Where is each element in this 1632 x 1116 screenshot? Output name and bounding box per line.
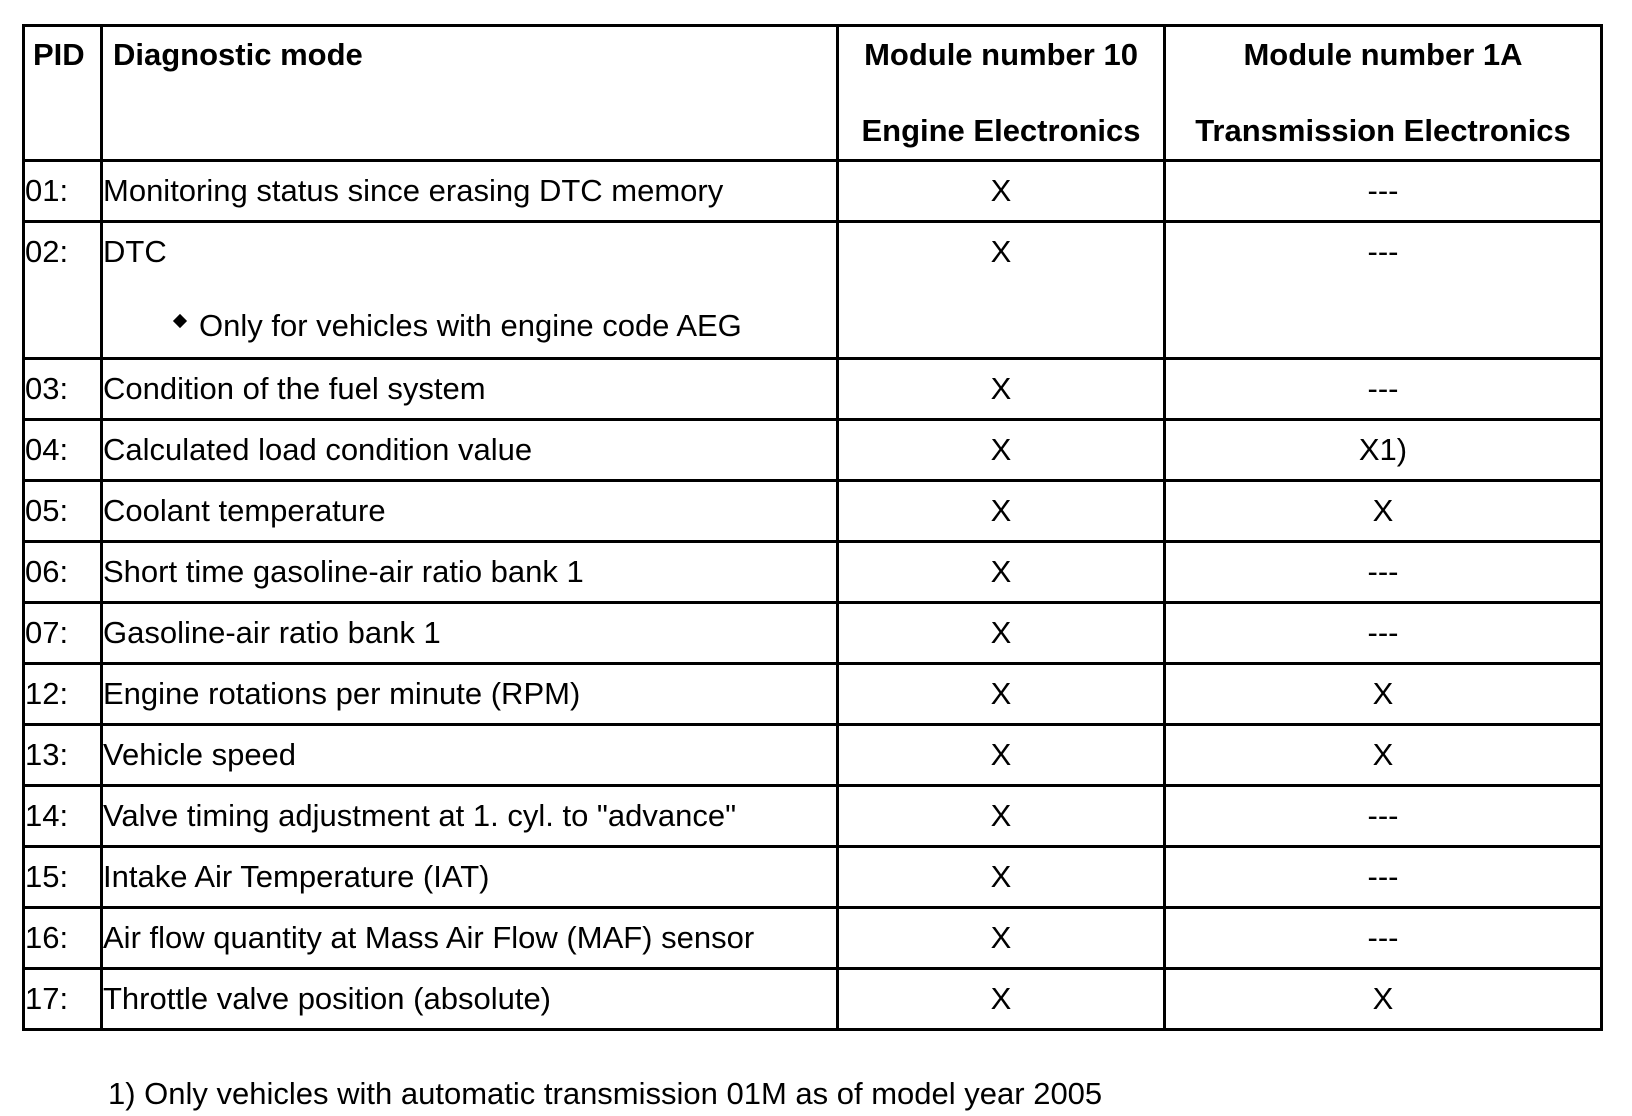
module-10-cell: X [838, 786, 1165, 847]
module-1a-cell: X1) [1165, 420, 1602, 481]
module-10-cell: X [838, 725, 1165, 786]
module-10-cell: X [838, 359, 1165, 420]
pid-cell: 01: [24, 161, 102, 222]
footnote: 1) Only vehicles with automatic transmission 01M as of model year 2005 [108, 1076, 1103, 1111]
mode-cell: Intake Air Temperature (IAT) [102, 847, 838, 908]
module-10-cell: X [838, 420, 1165, 481]
module-10-cell: X [838, 481, 1165, 542]
engine-code-note [103, 297, 836, 355]
module-10-cell: X [838, 222, 1165, 359]
table-row [24, 908, 1602, 969]
module-1a-cell: --- [1165, 542, 1602, 603]
mode-cell: Throttle valve position (absolute) [102, 969, 838, 1030]
table-row [24, 725, 1602, 786]
header-module-1a-name: Transmission Electronics [1195, 113, 1571, 148]
mode-cell: Vehicle speed [102, 725, 838, 786]
table-row [24, 969, 1602, 1030]
module-10-cell: X [838, 847, 1165, 908]
mode-cell [102, 222, 838, 359]
module-10-cell: X [838, 542, 1165, 603]
module-1a-cell: --- [1165, 161, 1602, 222]
table-row [24, 664, 1602, 725]
header-module-10-number: Module number 10 [864, 37, 1138, 72]
header-module-1a-number: Module number 1A [1243, 37, 1523, 72]
mode-cell: Valve timing adjustment at 1. cyl. to "advance" [102, 786, 838, 847]
pid-cell: 13: [24, 725, 102, 786]
mode-cell: Condition of the fuel system [102, 359, 838, 420]
mode-cell: Calculated load condition value [102, 420, 838, 481]
table-row [24, 847, 1602, 908]
table-row [24, 161, 1602, 222]
pid-cell: 17: [24, 969, 102, 1030]
module-10-cell: X [838, 969, 1165, 1030]
mode-cell: Short time gasoline-air ratio bank 1 [102, 542, 838, 603]
header-pid [24, 26, 102, 161]
module-1a-cell: --- [1165, 222, 1602, 359]
header-mode-label: Diagnostic mode [113, 37, 363, 72]
header-diagnostic-mode [102, 26, 838, 161]
mode-cell: Gasoline-air ratio bank 1 [102, 603, 838, 664]
mode-cell: Engine rotations per minute (RPM) [102, 664, 838, 725]
pid-cell: 07: [24, 603, 102, 664]
header-module-10-name: Engine Electronics [861, 113, 1141, 148]
table-row [24, 481, 1602, 542]
table-row [24, 420, 1602, 481]
module-1a-cell: X [1165, 664, 1602, 725]
mode-text: DTC [103, 234, 167, 269]
module-1a-cell: X [1165, 969, 1602, 1030]
pid-cell: 16: [24, 908, 102, 969]
table-row [24, 222, 1602, 359]
module-1a-cell: --- [1165, 359, 1602, 420]
module-1a-cell: X [1165, 481, 1602, 542]
pid-cell: 03: [24, 359, 102, 420]
pid-cell: 14: [24, 786, 102, 847]
header-pid-label: PID [33, 37, 85, 72]
pid-cell: 12: [24, 664, 102, 725]
mode-cell: Coolant temperature [102, 481, 838, 542]
header-module-10 [838, 26, 1165, 161]
header-row [24, 26, 1602, 161]
engine-code-note-text: Only for vehicles with engine code AEG [199, 308, 742, 343]
pid-cell: 06: [24, 542, 102, 603]
pid-cell: 05: [24, 481, 102, 542]
module-10-cell: X [838, 908, 1165, 969]
module-10-cell: X [838, 664, 1165, 725]
module-1a-cell: --- [1165, 603, 1602, 664]
module-1a-cell: --- [1165, 908, 1602, 969]
header-module-1a [1165, 26, 1602, 161]
table-row [24, 603, 1602, 664]
module-10-cell: X [838, 161, 1165, 222]
pid-table [22, 24, 1603, 1031]
module-1a-cell: --- [1165, 847, 1602, 908]
pid-cell: 02: [24, 222, 102, 359]
pid-cell: 04: [24, 420, 102, 481]
mode-cell: Monitoring status since erasing DTC memory [102, 161, 838, 222]
table-row [24, 359, 1602, 420]
mode-cell: Air flow quantity at Mass Air Flow (MAF) sensor [102, 908, 838, 969]
pid-cell: 15: [24, 847, 102, 908]
module-10-cell: X [838, 603, 1165, 664]
table-row [24, 542, 1602, 603]
module-1a-cell: X [1165, 725, 1602, 786]
diamond-bullet-icon [173, 314, 187, 328]
module-1a-cell: --- [1165, 786, 1602, 847]
table-row [24, 786, 1602, 847]
